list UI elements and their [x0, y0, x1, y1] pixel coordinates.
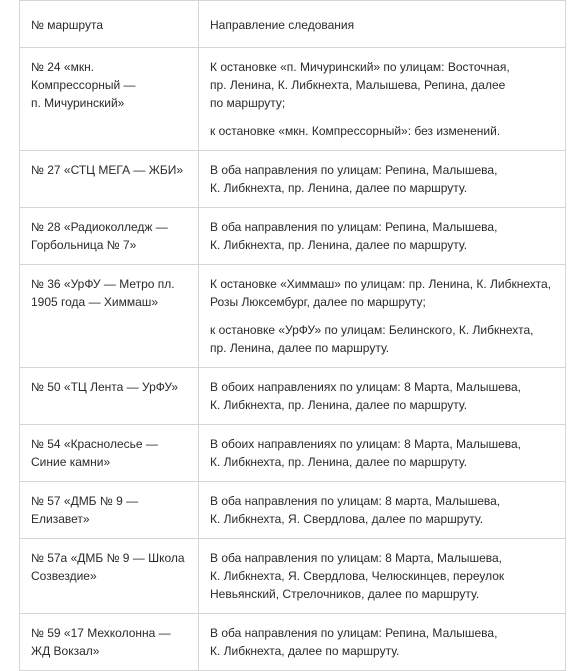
direction-line: к остановке «УрФУ» по улицам: Белинского, К. Либкнехта,	[210, 323, 534, 337]
route-number-cell	[20, 425, 199, 482]
direction-paragraph	[210, 218, 555, 254]
direction-line: к остановке «мкн. Компрессорный»: без изменений.	[210, 124, 501, 138]
direction-cell	[199, 539, 566, 614]
route-line: № 36 «УрФУ — Метро пл.	[31, 277, 175, 291]
direction-paragraph	[210, 58, 555, 112]
direction-line: В оба направления по улицам: Репина, Малышева,	[210, 626, 498, 640]
table-row	[20, 539, 566, 614]
direction-cell	[199, 208, 566, 265]
route-line: Созвездие»	[31, 569, 97, 583]
route-line: № 28 «Радиоколледж —	[31, 220, 168, 234]
table-row	[20, 208, 566, 265]
direction-paragraph	[210, 378, 555, 414]
direction-line: К. Либкнехта, пр. Ленина, далее по маршруту.	[210, 181, 468, 195]
direction-line: К остановке «п. Мичуринский» по улицам: Восточная,	[210, 60, 510, 74]
direction-cell	[199, 425, 566, 482]
direction-cell	[199, 482, 566, 539]
table-row	[20, 151, 566, 208]
direction-line: К. Либкнехта, пр. Ленина, далее по маршруту.	[210, 398, 468, 412]
table-row	[20, 614, 566, 671]
direction-line: В оба направления по улицам: 8 Марта, Малышева,	[210, 551, 503, 565]
route-line: № 54 «Краснолесье —	[31, 437, 158, 451]
direction-cell	[199, 368, 566, 425]
route-number-cell	[20, 368, 199, 425]
direction-cell	[199, 265, 566, 368]
direction-paragraph	[210, 549, 555, 603]
direction-line: В оба направления по улицам: Репина, Малышева,	[210, 220, 498, 234]
direction-line: пр. Ленина, далее по маршруту.	[210, 341, 390, 355]
route-line: № 57а «ДМБ № 9 — Школа	[31, 551, 185, 565]
direction-paragraph	[210, 275, 555, 311]
route-number-cell	[20, 265, 199, 368]
direction-line: В оба направления по улицам: 8 марта, Малышева,	[210, 494, 501, 508]
route-line: № 24 «мкн.	[31, 60, 95, 74]
direction-cell	[199, 614, 566, 671]
direction-line: В обоих направлениях по улицам: 8 Марта, Малышева,	[210, 437, 521, 451]
direction-cell	[199, 48, 566, 151]
route-line: ЖД Вокзал»	[31, 644, 100, 658]
route-number-cell	[20, 482, 199, 539]
direction-line: В обоих направлениях по улицам: 8 Марта, Малышева,	[210, 380, 521, 394]
table-row	[20, 368, 566, 425]
route-number-cell	[20, 151, 199, 208]
route-number-cell	[20, 539, 199, 614]
route-number-cell	[20, 208, 199, 265]
direction-line: К остановке «Химмаш» по улицам: пр. Ленина, К. Либкнехта,	[210, 277, 552, 291]
route-line: № 50 «ТЦ Лента — УрФУ»	[31, 380, 179, 394]
table-body	[20, 48, 566, 671]
direction-paragraph	[210, 321, 555, 357]
table-header-row	[20, 1, 566, 48]
direction-line: Розы Люксембург, далее по маршруту;	[210, 295, 426, 309]
direction-paragraph	[210, 435, 555, 471]
direction-line: Невьянский, Стрелочников, далее по маршруту.	[210, 587, 480, 601]
direction-paragraph	[210, 492, 555, 528]
direction-line: по маршруту;	[210, 96, 286, 110]
route-line: № 59 «17 Мехколонна —	[31, 626, 171, 640]
direction-cell	[199, 151, 566, 208]
routes-table	[19, 0, 566, 671]
route-number-cell	[20, 48, 199, 151]
route-line: п. Мичуринский»	[31, 96, 125, 110]
table-row	[20, 482, 566, 539]
table-row	[20, 48, 566, 151]
routes-table-wrapper	[19, 0, 565, 671]
direction-line: К. Либкнехта, пр. Ленина, далее по маршруту.	[210, 238, 468, 252]
route-line: Синие камни»	[31, 455, 111, 469]
route-number-cell	[20, 614, 199, 671]
header-direction: Направление следования	[199, 1, 566, 48]
table-row	[20, 265, 566, 368]
route-line: № 57 «ДМБ № 9 —	[31, 494, 139, 508]
direction-line: К. Либкнехта, пр. Ленина, далее по маршруту.	[210, 455, 468, 469]
table-row	[20, 425, 566, 482]
direction-line: К. Либкнехта, Я. Свердлова, далее по маршруту.	[210, 512, 484, 526]
direction-line: К. Либкнехта, далее по маршруту.	[210, 644, 400, 658]
direction-line: В оба направления по улицам: Репина, Малышева,	[210, 163, 498, 177]
direction-line: пр. Ленина, К. Либкнехта, Малышева, Репина, далее	[210, 78, 506, 92]
route-line: Горбольница № 7»	[31, 238, 137, 252]
route-line: 1905 года — Химмаш»	[31, 295, 159, 309]
direction-paragraph	[210, 122, 555, 140]
direction-line: К. Либкнехта, Я. Свердлова, Челюскинцев, переулок	[210, 569, 505, 583]
direction-paragraph	[210, 161, 555, 197]
direction-paragraph	[210, 624, 555, 660]
header-route-number: № маршрута	[20, 1, 199, 48]
route-line: № 27 «СТЦ МЕГА — ЖБИ»	[31, 163, 183, 177]
route-line: Елизавет»	[31, 512, 90, 526]
route-line: Компрессорный —	[31, 78, 136, 92]
